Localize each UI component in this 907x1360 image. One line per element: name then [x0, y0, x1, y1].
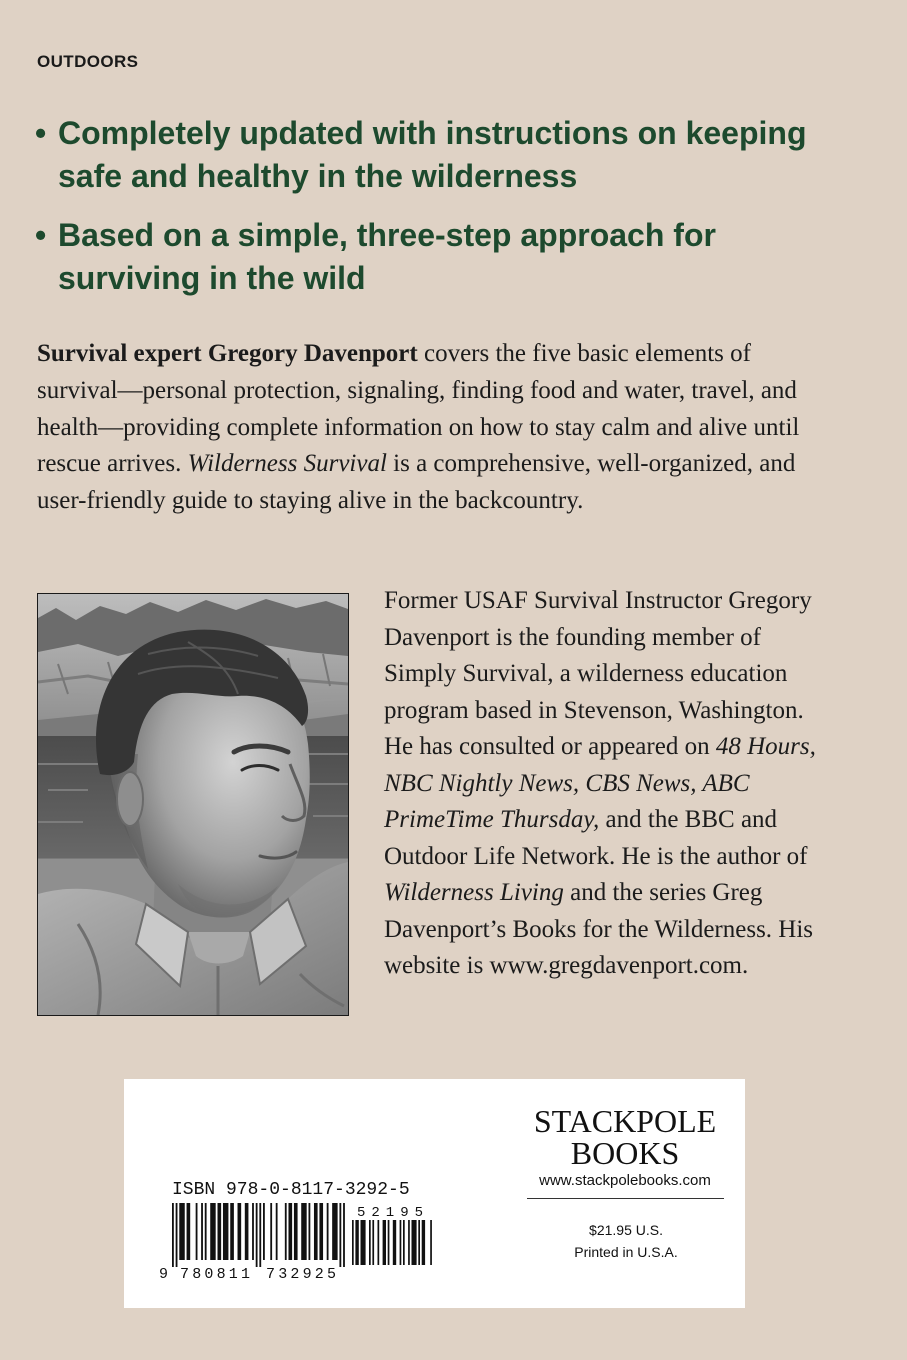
price-block: [526, 1219, 726, 1263]
publisher-name-line-2: BOOKS: [570, 1135, 680, 1171]
addon-bar: [369, 1220, 371, 1265]
barcode-bar: [245, 1203, 249, 1260]
barcode-bar: [270, 1203, 272, 1260]
highlight-1-line-2: safe and healthy in the wilderness: [58, 158, 578, 194]
barcode-bar: [205, 1203, 207, 1260]
bio-text: and the series Greg: [563, 879, 763, 906]
barcode-bar: [196, 1203, 198, 1260]
isbn-label: ISBN 978-0-8117-3292-5: [172, 1180, 410, 1200]
barcode-bar: [294, 1203, 298, 1260]
barcode-bar: [327, 1203, 329, 1260]
bio-book-title: Wilderness Living: [384, 879, 564, 906]
barcode-bar: [201, 1203, 203, 1260]
price: $21.95 U.S.: [589, 1222, 663, 1238]
description-text: rescue arrives.: [37, 450, 188, 478]
author-bio: [384, 583, 816, 985]
bio-line-1: Former USAF Survival Instructor Gregory: [384, 587, 812, 614]
bio-line-11: website is www.gregdavenport.com.: [384, 952, 749, 979]
barcode-right-digits: 732925: [266, 1266, 336, 1283]
highlight-2-line-2: surviving in the wild: [58, 260, 366, 296]
barcode-bar: [210, 1203, 215, 1260]
addon-bar: [355, 1220, 358, 1265]
barcode-bar: [230, 1203, 234, 1260]
description-text: covers the five basic elements of: [417, 340, 751, 367]
highlight-1-line-1: Completely updated with instructions on keeping: [58, 115, 807, 151]
barcode-bar: [343, 1203, 345, 1267]
divider-line: [527, 1198, 724, 1199]
barcode-bar: [172, 1203, 174, 1267]
addon-bar: [403, 1220, 405, 1265]
isbn-barcode: [150, 1198, 450, 1288]
publisher-name-line-1: STACKPOLE: [533, 1103, 717, 1139]
addon-bar: [372, 1220, 374, 1265]
description-lead: Survival expert Gregory Davenport: [37, 340, 418, 367]
barcode-bar: [285, 1203, 287, 1260]
addon-bar: [393, 1220, 396, 1265]
price-addon-bars: [352, 1220, 432, 1265]
book-description: [37, 336, 799, 520]
printed-in: Printed in U.S.A.: [574, 1244, 678, 1260]
bio-show-title: NBC Nightly News, CBS News, ABC: [384, 769, 750, 797]
author-photo-image: [38, 594, 348, 1015]
publisher-website: www.stackpolebooks.com: [539, 1172, 711, 1189]
highlight-2: [0, 214, 907, 300]
description-line-5: user-friendly guide to staying alive in the backcountry.: [37, 487, 584, 514]
barcode-bar: [218, 1203, 222, 1260]
barcode-bar: [314, 1203, 318, 1260]
addon-bar: [422, 1220, 425, 1265]
barcode-left-digits: 780811: [180, 1266, 250, 1283]
addon-bar: [408, 1220, 410, 1265]
barcode-bar: [263, 1203, 265, 1260]
highlight-2-line-1: Based on a simple, three-step approach for: [58, 217, 716, 253]
addon-bar: [361, 1220, 366, 1265]
addon-bar: [352, 1220, 354, 1265]
addon-bar: [388, 1220, 390, 1265]
barcode-bar: [309, 1203, 311, 1260]
barcode-bar: [319, 1203, 323, 1260]
bio-line-3: Simply Survival, a wilderness education: [384, 660, 788, 687]
bio-line-4: program based in Stevenson, Washington.: [384, 696, 804, 724]
barcode-bar: [252, 1203, 254, 1260]
bio-show-title: 48 Hours,: [715, 733, 816, 760]
barcode-bar: [259, 1203, 261, 1267]
bio-line-6: [384, 766, 816, 803]
addon-bar: [418, 1220, 420, 1265]
barcode-bar: [301, 1203, 306, 1260]
bio-line-7: [384, 802, 816, 839]
description-line-4: [37, 446, 799, 483]
bio-line-9: [384, 875, 816, 912]
addon-bar: [400, 1220, 402, 1265]
barcode-bar: [288, 1203, 292, 1260]
bio-show-title: PrimeTime Thursday,: [384, 806, 600, 833]
addon-bar: [383, 1220, 386, 1265]
description-line-2: survival—personal protection, signaling, finding food and water, travel, and: [37, 376, 797, 404]
barcode-bar: [332, 1203, 337, 1260]
publisher-logo: [520, 1105, 730, 1169]
addon-bar: [378, 1220, 380, 1265]
description-line-1: [37, 336, 799, 373]
bio-line-5: [384, 729, 816, 766]
bullet-icon: •: [35, 115, 47, 151]
addon-bar: [430, 1220, 432, 1265]
barcode-bar: [223, 1203, 228, 1260]
description-line-3: health—providing complete information on how to stay calm and alive until: [37, 413, 800, 441]
bullet-icon: •: [35, 217, 47, 253]
bio-line-10: Davenport’s Books for the Wilderness. His: [384, 915, 814, 943]
barcode-bar: [187, 1203, 191, 1260]
description-text: is a comprehensive, well-organized, and: [386, 450, 796, 478]
barcode-bar: [276, 1203, 278, 1260]
author-photo: [37, 593, 349, 1016]
barcode-lead-digit: 9: [158, 1266, 168, 1283]
barcode-bar: [179, 1203, 184, 1260]
highlight-1: [0, 112, 907, 198]
barcode-bar: [176, 1203, 178, 1267]
barcode-bar: [339, 1203, 341, 1267]
bio-text: and the BBC and: [599, 806, 778, 833]
bio-text: He has consulted or appeared on: [384, 733, 716, 760]
category-label: OUTDOORS: [37, 52, 139, 71]
bio-line-8: Outdoor Life Network. He is the author of: [384, 842, 808, 870]
addon-bar: [412, 1220, 417, 1265]
ean13-bars: [172, 1203, 345, 1267]
barcode-bar: [256, 1203, 258, 1267]
book-title: Wilderness Survival: [187, 450, 387, 478]
bio-line-2: Davenport is the founding member of: [384, 623, 761, 651]
addon-digits: 52195: [357, 1205, 423, 1221]
barcode-bar: [238, 1203, 242, 1260]
